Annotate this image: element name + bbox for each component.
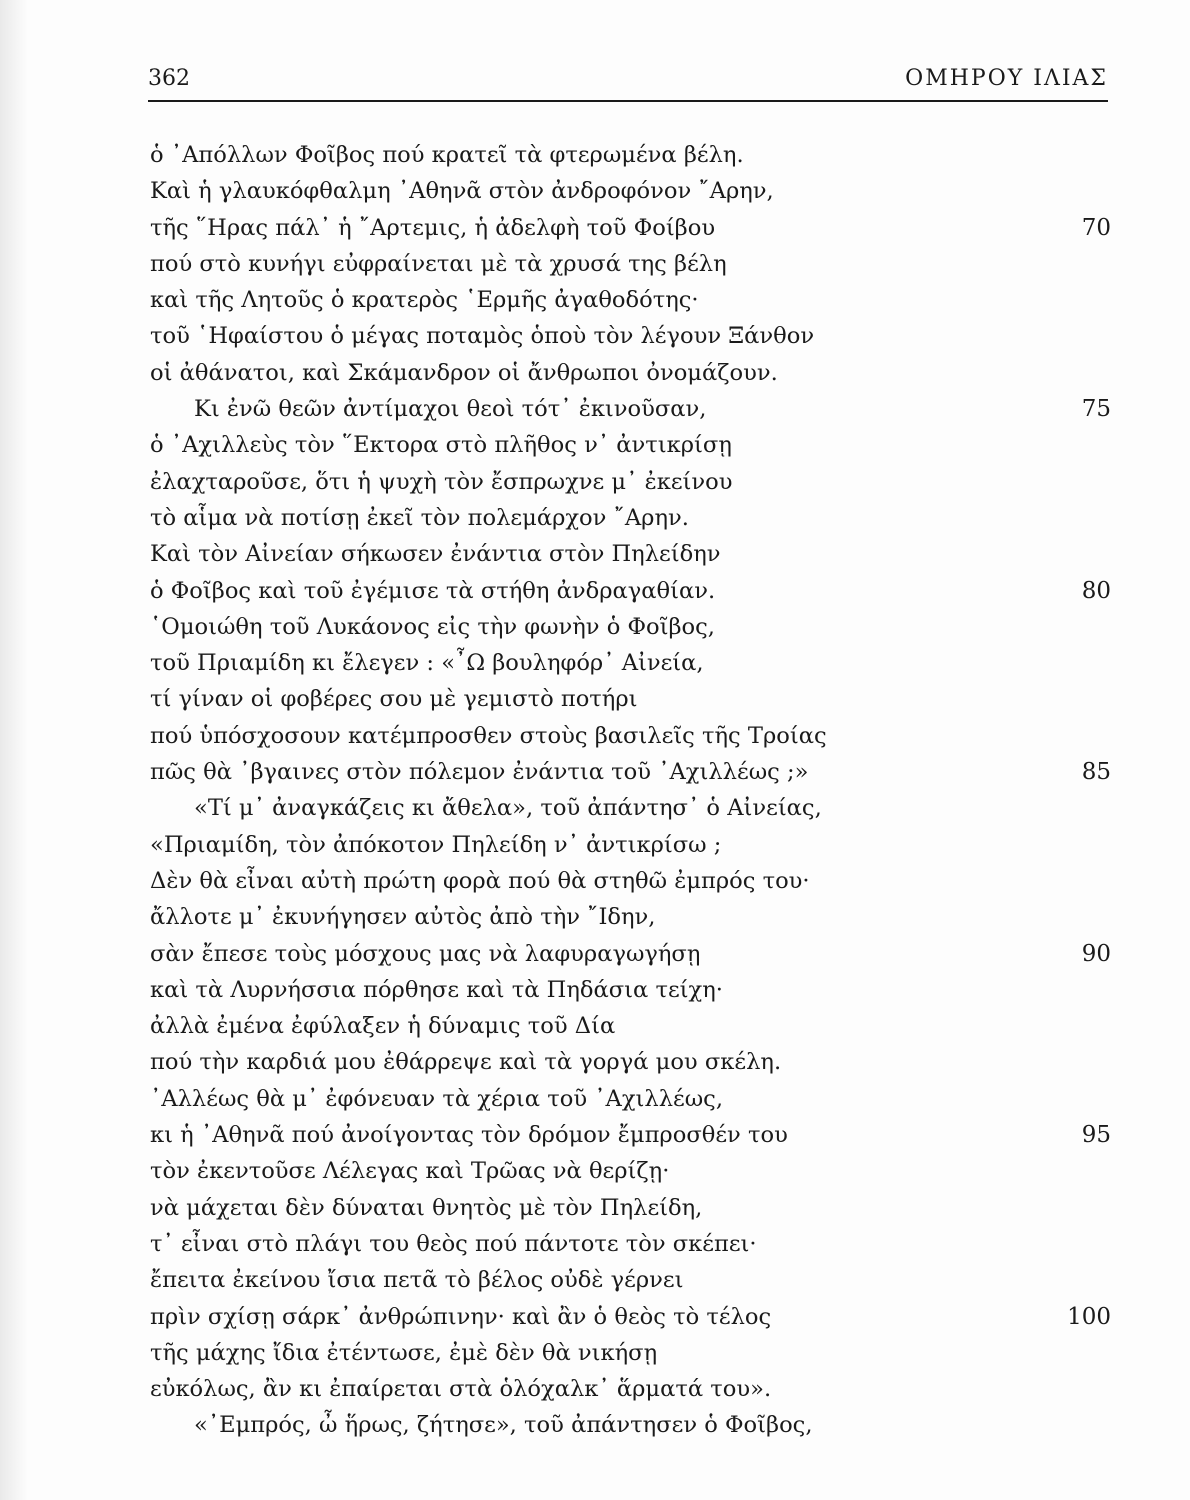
verse-line [150,899,1115,935]
verse-text: εὐκόλως, ἂν κι ἐπαίρεται στὰ ὁλόχαλκ᾿ ἅρματά του». [150,1376,772,1403]
verse-line [150,1299,1115,1335]
line-number: 100 [1067,1303,1111,1330]
verse-text: τοῦ ῾Ηφαίστου ὁ μέγας ποταμὸς ὁποὺ τὸν λέγουν Ξάνθον [150,323,815,350]
verse-text: Κι ἐνῶ θεῶν ἀντίμαχοι θεοὶ τότ᾿ ἐκινοῦσαν, [194,396,707,423]
verse-line [150,1407,1115,1443]
header-rule [148,100,1108,102]
verse-text: τὸ αἷμα νὰ ποτίσῃ ἐκεῖ τὸν πολεμάρχον ῎Αρην. [150,504,689,531]
verse-line [150,318,1115,354]
verse-line [150,391,1115,427]
verse-text: «Τί μ᾿ ἀναγκάζεις κι ἄθελα», τοῦ ἀπάντησ᾿ ὁ Αἰνείας, [194,795,822,822]
verse-line [150,1081,1115,1117]
page-number: 362 [148,66,190,91]
verse-line [150,536,1115,572]
verse-text: τὸν ἐκεντοῦσε Λέλεγας καὶ Τρῶας νὰ θερίζῃ· [150,1158,670,1185]
verse-text: νὰ μάχεται δὲν δύναται θνητὸς μὲ τὸν Πηλείδη, [150,1194,703,1221]
verse-line [150,827,1115,863]
verse-line [150,210,1115,246]
verse-text: ἀλλὰ ἐμένα ἐφύλαξεν ἡ δύναμις τοῦ Δία [150,1013,616,1040]
verse-text: πῶς θὰ ᾿βγαινες στὸν πόλεμον ἐνάντια τοῦ ᾿Αχιλλέως ;» [150,759,809,786]
verse-line [150,1262,1115,1298]
verse-line [150,1008,1115,1044]
verse-line [150,1371,1115,1407]
verse-text: Καὶ τὸν Αἰνείαν σήκωσεν ἐνάντια στὸν Πηλείδην [150,541,721,568]
verse-line [150,137,1115,173]
verse-text: τί γίναν οἱ φοβέρες σου μὲ γεμιστὸ ποτήρι [150,686,638,713]
verse-text: πού τὴν καρδιά μου ἐθάρρεψε καὶ τὰ γοργά μου σκέλη. [150,1049,782,1076]
verse-line [150,609,1115,645]
verse-text: Δὲν θὰ εἶναι αὐτὴ πρώτη φορὰ πού θὰ στηθῶ ἐμπρός του· [150,867,810,894]
verse-line [150,718,1115,754]
verse-text: πού στὸ κυνήγι εὐφραίνεται μὲ τὰ χρυσά της βέλη [150,250,727,277]
verse-line [150,246,1115,282]
verse-text: οἱ ἀθάνατοι, καὶ Σκάμανδρον οἱ ἄνθρωποι ὀνομάζουν. [150,359,778,386]
verse-line [150,464,1115,500]
verse-text: τῆς μάχης ἴδια ἐτέντωσε, ἐμὲ δὲν θὰ νικήσῃ [150,1339,658,1366]
verse-line [150,500,1115,536]
verse-text: πού ὑπόσχοσουν κατέμπροσθεν στοὺς βασιλεῖς τῆς Τροίας [150,722,827,749]
verse-line [150,1190,1115,1226]
verse-line [150,972,1115,1008]
verse-line [150,863,1115,899]
line-number: 85 [1081,759,1111,786]
verse-line [150,355,1115,391]
verse-line [150,1226,1115,1262]
verse-text: ῾Ομοιώθη τοῦ Λυκάονος εἰς τὴν φωνὴν ὁ Φοῖβος, [150,613,715,640]
line-number: 95 [1081,1122,1111,1149]
verse-line [150,1335,1115,1371]
verse-text: κι ἡ ᾿Αθηνᾶ πού ἀνοίγοντας τὸν δρόμον ἔμπροσθέν του [150,1122,788,1149]
verse-text: πρὶν σχίσῃ σάρκ᾿ ἀνθρώπινην· καὶ ἂν ὁ θεὸς τὸ τέλος [150,1303,772,1330]
verse-line [150,790,1115,826]
page-gutter-shadow [0,0,28,1500]
line-number: 70 [1081,214,1111,241]
verse-text: ὁ ᾿Απόλλων Φοῖβος πού κρατεῖ τὰ φτερωμένα βέλη. [150,142,744,168]
verse-line [150,1117,1115,1153]
verse-text: καὶ τὰ Λυρνήσσια πόρθησε καὶ τὰ Πηδάσια τείχη· [150,976,723,1003]
verse-text: ἐλαχταροῦσε, ὅτι ἡ ψυχὴ τὸν ἔσπρωχνε μ᾿ ἐκείνου [150,468,733,495]
verse-text: τοῦ Πριαμίδη κι ἔλεγεν : «῏Ω βουληφόρ᾿ Αἰνεία, [150,650,704,677]
verse-line [150,681,1115,717]
verse-text: «Πριαμίδη, τὸν ἀπόκοτον Πηλείδη ν᾿ ἀντικρίσω ; [150,831,722,858]
verse-text: τ᾿ εἶναι στὸ πλάγι του θεὸς πού πάντοτε τὸν σκέπει· [150,1230,757,1257]
verse-list [150,137,1115,1444]
verse-text: καὶ τῆς Λητοῦς ὁ κρατερὸς ῾Ερμῆς ἀγαθοδότης· [150,287,699,314]
line-number: 80 [1081,577,1111,604]
verse-line [150,282,1115,318]
line-number: 90 [1081,940,1111,967]
verse-text: ὁ Φοῖβος καὶ τοῦ ἐγέμισε τὰ στήθη ἀνδραγαθίαν. [150,577,716,604]
verse-text: τῆς ῞Ηρας πάλ᾿ ἡ ῎Αρτεμις, ἡ ἀδελφὴ τοῦ Φοίβου [150,214,716,241]
verse-text: «᾿Εμπρός, ὦ ἥρως, ζήτησε», τοῦ ἀπάντησεν ὁ Φοῖβος, [194,1412,813,1439]
running-head: ΟΜΗΡΟΥ ΙΛΙΑΣ [905,66,1108,91]
verse-text: σὰν ἔπεσε τοὺς μόσχους μας νὰ λαφυραγωγήσῃ [150,940,701,967]
verse-line [150,645,1115,681]
verse-line [150,1044,1115,1080]
verse-line [150,1153,1115,1189]
page-header [148,66,1108,100]
verse-line [150,573,1115,609]
line-number: 75 [1081,396,1111,423]
verse-text: ᾿Αλλέως θὰ μ᾿ ἐφόνευαν τὰ χέρια τοῦ ᾿Αχιλλέως, [150,1085,724,1112]
verse-text: Καὶ ἡ γλαυκόφθαλμη ᾿Αθηνᾶ στὸν ἀνδροφόνον ῎Αρην, [150,178,774,205]
verse-text: ἔπειτα ἐκείνου ἴσια πετᾶ τὸ βέλος οὐδὲ γέρνει [150,1267,684,1294]
verse-line [150,427,1115,463]
verse-text: ὁ ᾿Αχιλλεὺς τὸν ῞Εκτορα στὸ πλῆθος ν᾿ ἀντικρίσῃ [150,432,732,459]
verse-line [150,936,1115,972]
verse-line [150,173,1115,209]
verse-text: ἄλλοτε μ᾿ ἐκυνήγησεν αὐτὸς ἀπὸ τὴν ῎Ιδην, [150,904,656,931]
verse-line [150,754,1115,790]
